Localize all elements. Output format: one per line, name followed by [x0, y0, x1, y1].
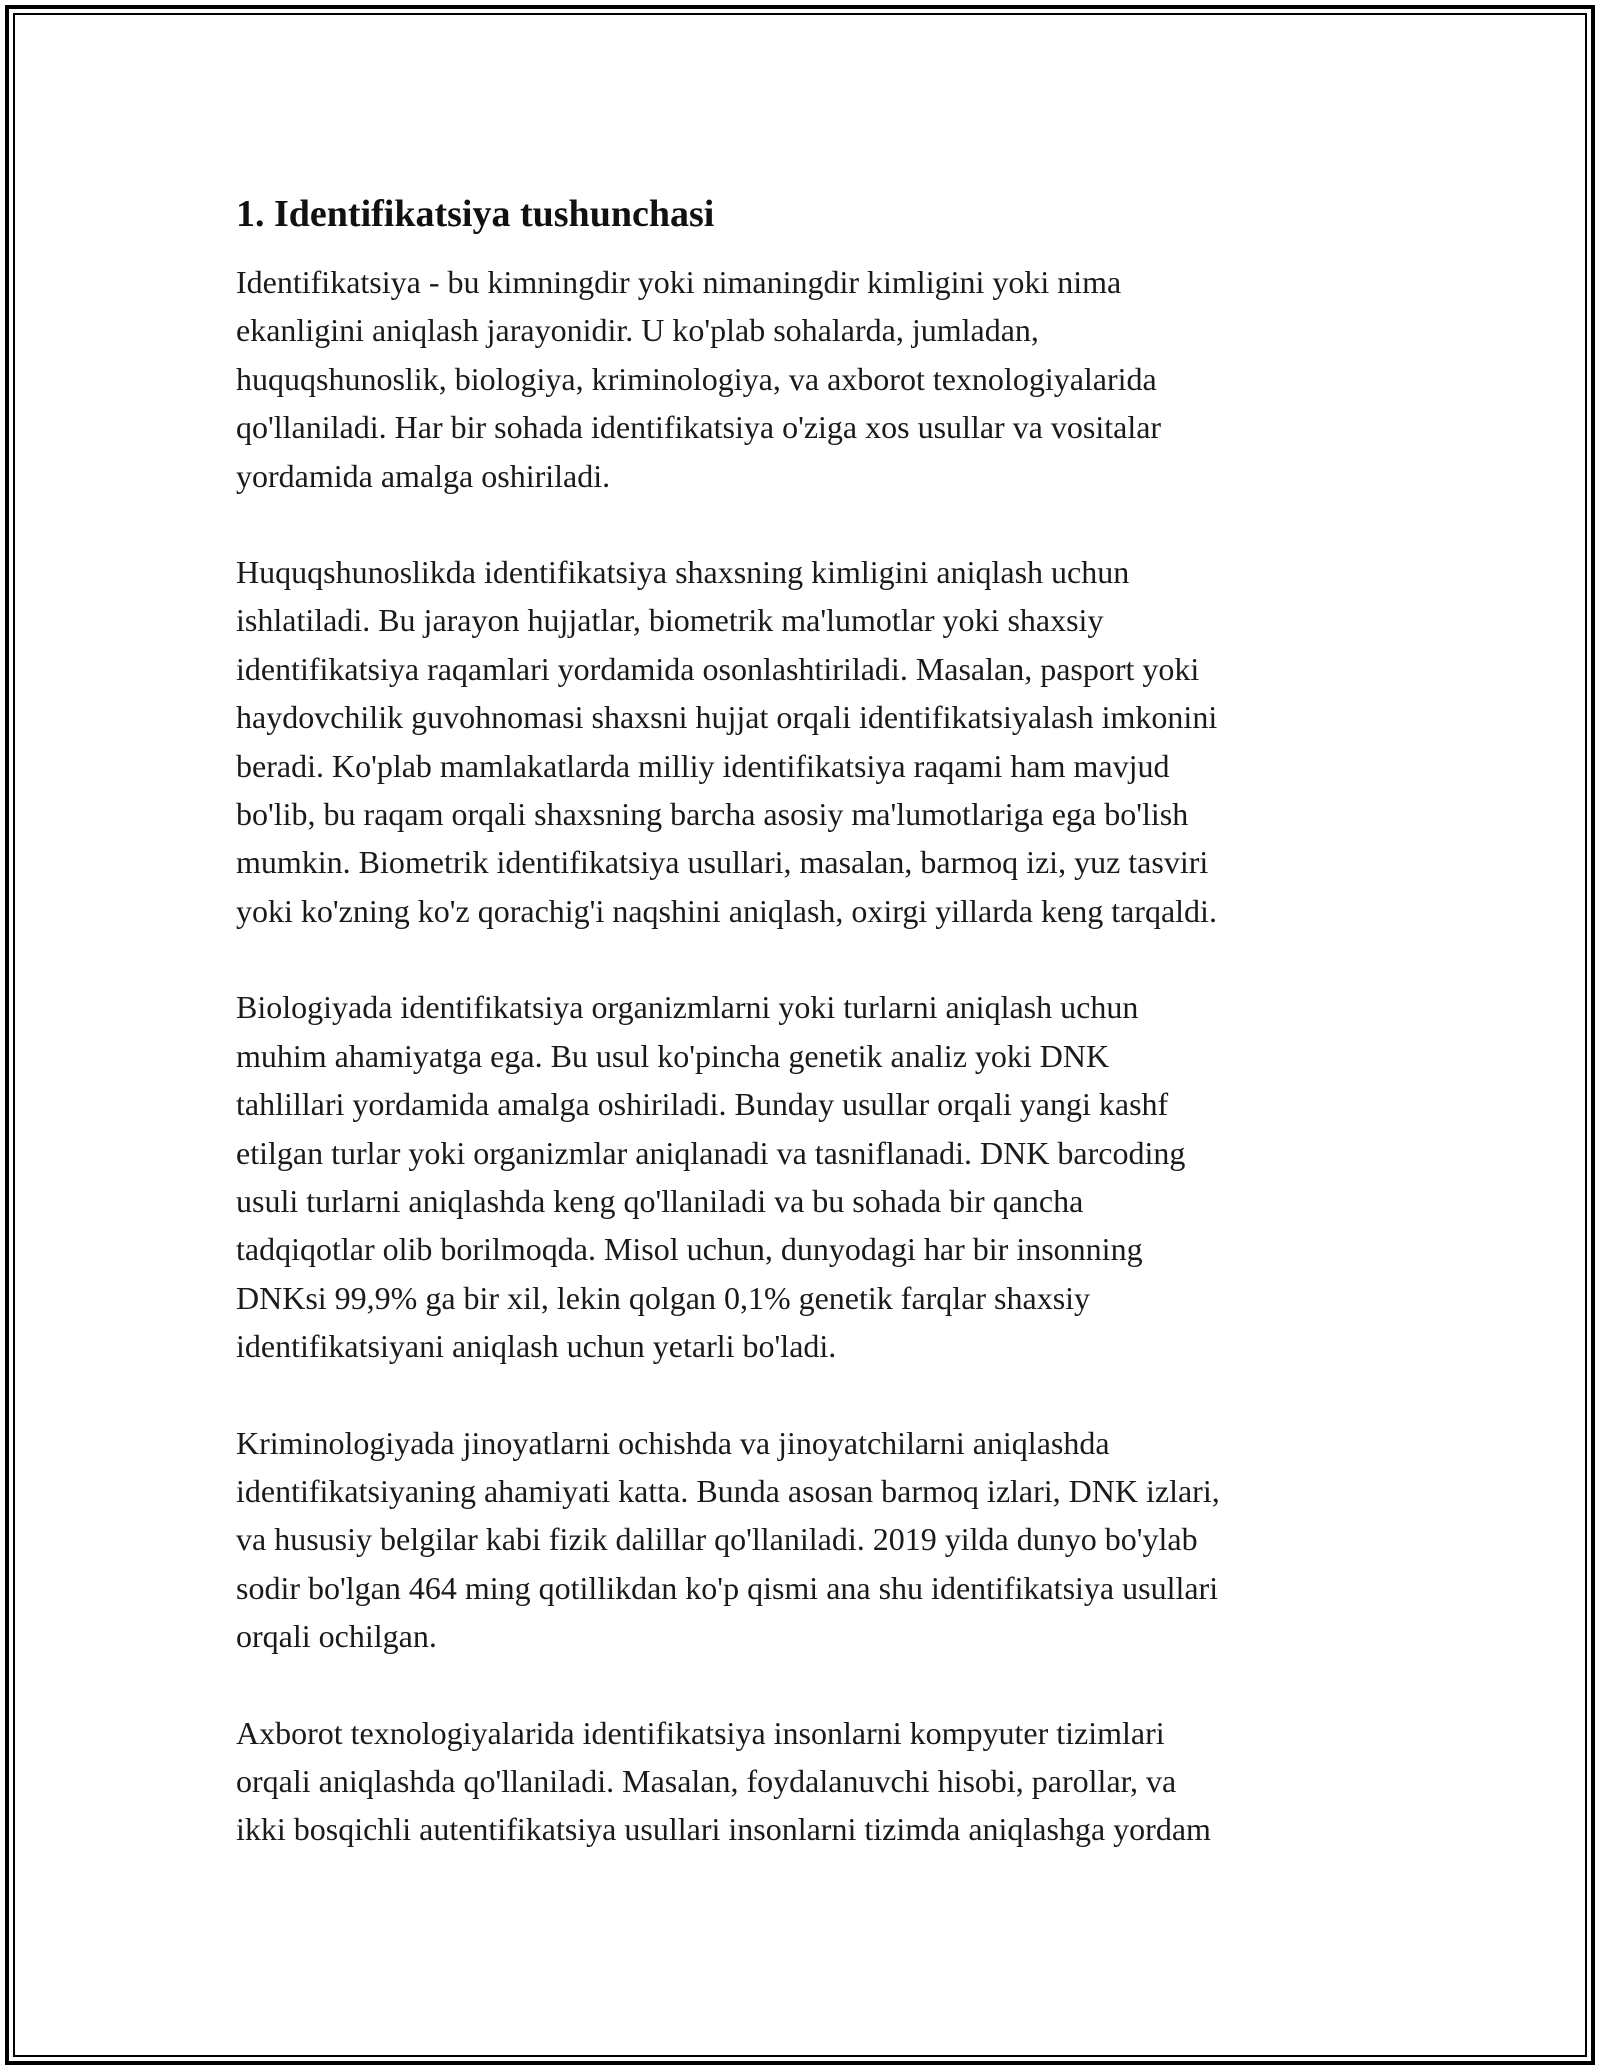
paragraph-line: mumkin. Biometrik identifikatsiya usullari, masalan, barmoq izi, yuz tasviri — [236, 844, 1209, 881]
paragraph-line: muhim ahamiyatga ega. Bu usul ko'pincha genetik analiz yoki DNK — [236, 1037, 1110, 1074]
paragraph-line: huquqshunoslik, biologiya, kriminologiya, va axborot texnologiyalarida — [236, 360, 1157, 397]
paragraph-line: bo'lib, bu raqam orqali shaxsning barcha asosiy ma'lumotlariga ega bo'lish — [236, 796, 1189, 833]
paragraph-line: haydovchilik guvohnomasi shaxsni hujjat orqali identifikatsiyalash imkonini — [236, 699, 1218, 736]
paragraph-line: tadqiqotlar olib borilmoqda. Misol uchun, dunyodagi har bir insonning — [236, 1231, 1143, 1268]
paragraph-line: tahlillari yordamida amalga oshiriladi. Bunday usullar orqali yangi kashf — [236, 1086, 1169, 1123]
paragraph-line: beradi. Ko'plab mamlakatlarda milliy identifikatsiya raqami ham mavjud — [236, 747, 1170, 784]
paragraph-line: ishlatiladi. Bu jarayon hujjatlar, biometrik ma'lumotlar yoki shaxsiy — [236, 602, 1104, 639]
paragraph-line: Biologiyada identifikatsiya organizmlarni yoki turlarni aniqlash uchun — [236, 989, 1139, 1026]
paragraph-line: identifikatsiyaning ahamiyati katta. Bunda asosan barmoq izlari, DNK izlari, — [236, 1472, 1220, 1509]
paragraph — [236, 548, 1366, 935]
paragraph-line: Kriminologiyada jinoyatlarni ochishda va jinoyatchilarni aniqlashda — [236, 1424, 1110, 1461]
paragraph-line: orqali aniqlashda qo'llaniladi. Masalan, foydalanuvchi hisobi, parollar, va — [236, 1762, 1177, 1799]
section-heading: 1. Identifikatsiya tushunchasi — [236, 193, 715, 235]
paragraph-line: orqali ochilgan. — [236, 1618, 437, 1655]
paragraph-line: qo'llaniladi. Har bir sohada identifikatsiya o'ziga xos usullar va vositalar — [236, 409, 1162, 446]
paragraph-line: yordamida amalga oshiriladi. — [236, 457, 611, 494]
paragraph-line: usuli turlarni aniqlashda keng qo'llaniladi va bu sohada bir qancha — [236, 1182, 1084, 1219]
paragraph-line: ekanligini aniqlash jarayonidir. U ko'plab sohalarda, jumladan, — [236, 312, 1039, 349]
paragraph-line: ikki bosqichli autentifikatsiya usullari insonlarni tizimda aniqlashga yordam — [236, 1811, 1211, 1848]
document-body — [236, 188, 1366, 1902]
paragraph-container — [236, 258, 1366, 1854]
paragraph-line: identifikatsiya raqamlari yordamida osonlashtiriladi. Masalan, pasport yoki — [236, 650, 1200, 687]
paragraph-line: Huquqshunoslikda identifikatsiya shaxsning kimligini aniqlash uchun — [236, 554, 1130, 591]
paragraph — [236, 258, 1366, 500]
paragraph-line: sodir bo'lgan 464 ming qotillikdan ko'p qismi ana shu identifikatsiya usullari — [236, 1569, 1219, 1606]
paragraph-line: Identifikatsiya - bu kimningdir yoki nimaningdir kimligini yoki nima — [236, 264, 1122, 300]
paragraph-line: identifikatsiyani aniqlash uchun yetarli bo'ladi. — [236, 1328, 837, 1365]
paragraph-line: yoki ko'zning ko'z qorachig'i naqshini aniqlash, oxirgi yillarda keng tarqaldi. — [236, 892, 1217, 929]
paragraph-line: va hususiy belgilar kabi fizik dalillar qo'llaniladi. 2019 yilda dunyo bo'ylab — [236, 1521, 1198, 1558]
paragraph-line: DNKsi 99,9% ga bir xil, lekin qolgan 0,1% genetik farqlar shaxsiy — [236, 1279, 1091, 1316]
paragraph-line: etilgan turlar yoki organizmlar aniqlanadi va tasniflanadi. DNK barcoding — [236, 1134, 1186, 1171]
paragraph — [236, 1709, 1366, 1854]
paragraph — [236, 983, 1366, 1370]
paragraph — [236, 1419, 1366, 1661]
paragraph-line: Axborot texnologiyalarida identifikatsiya insonlarni kompyuter tizimlari — [236, 1714, 1165, 1751]
